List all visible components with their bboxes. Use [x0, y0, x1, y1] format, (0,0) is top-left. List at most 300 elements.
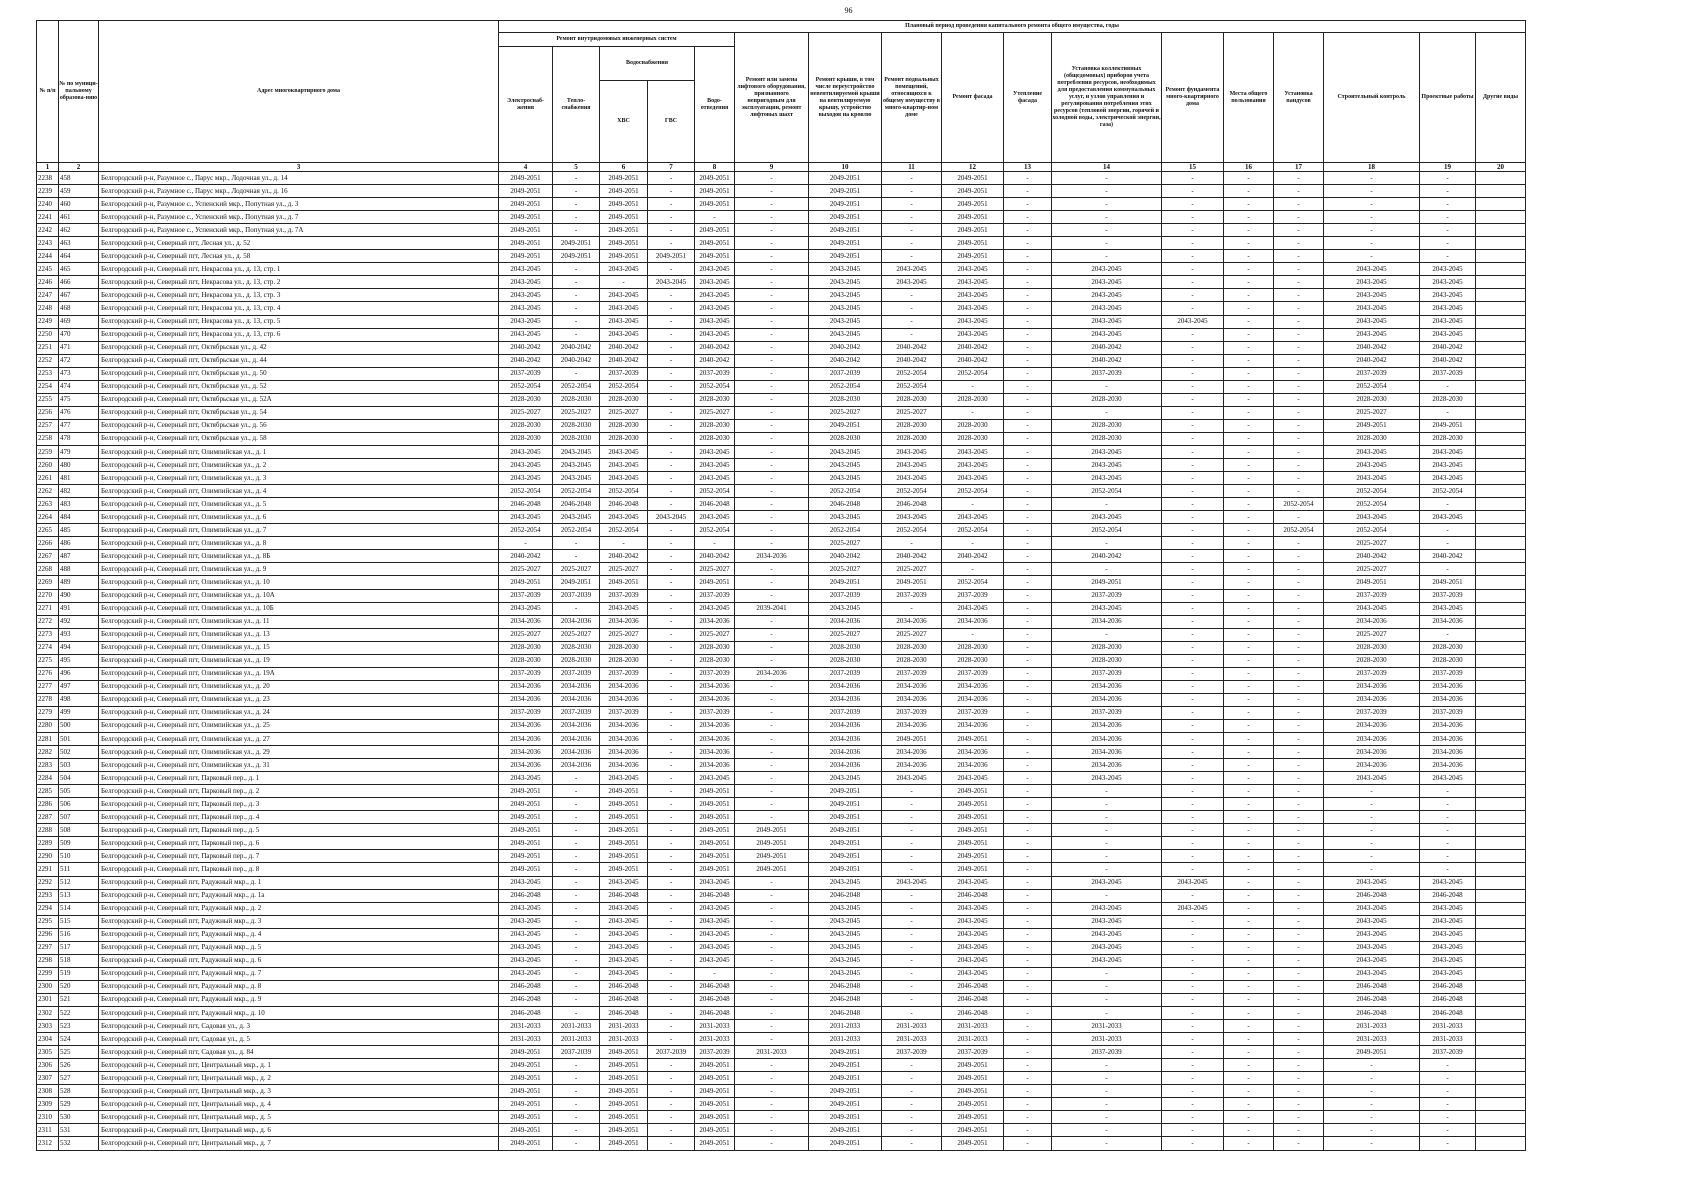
table-row: [37, 719, 1526, 732]
cell-lift: -: [735, 1124, 809, 1137]
cell-basement: -: [882, 941, 942, 954]
cell-heat: -: [553, 1007, 600, 1020]
cell-drainage: 2031-2033: [695, 1020, 735, 1033]
cell-gvs: -: [648, 198, 695, 211]
cell-drainage: 2049-2051: [695, 237, 735, 250]
cell-foundation: -: [1162, 498, 1224, 511]
cell-electric: 2049-2051: [499, 211, 553, 224]
cell-drainage: 2031-2033: [695, 1033, 735, 1046]
cell-ramps: -: [1274, 576, 1324, 589]
cell-drainage: 2046-2048: [695, 980, 735, 993]
cell-design-works: -: [1420, 172, 1476, 185]
cell-common-areas: -: [1224, 785, 1274, 798]
cell-design-works: -: [1420, 824, 1476, 837]
cell-foundation: -: [1162, 432, 1224, 445]
cell-roof: 2031-2033: [809, 1033, 882, 1046]
cell-lift: -: [735, 472, 809, 485]
column-number: 12: [942, 163, 1004, 172]
cell-roof: 2025-2027: [809, 563, 882, 576]
cell-basement: 2034-2036: [882, 719, 942, 732]
cell-municipal-num: 522: [59, 1007, 99, 1020]
cell-insulation: -: [1004, 367, 1052, 380]
cell-hvs: 2043-2045: [600, 459, 648, 472]
cell-municipal-num: 466: [59, 276, 99, 289]
cell-facade: 2043-2045: [942, 315, 1004, 328]
table-row: [37, 824, 1526, 837]
cell-basement: 2025-2027: [882, 628, 942, 641]
cell-gvs: -: [648, 550, 695, 563]
header-construction-control: Строительный контроль: [1324, 33, 1420, 163]
cell-heat: 2043-2045: [553, 445, 600, 458]
cell-insulation: -: [1004, 1046, 1052, 1059]
cell-lift: -: [735, 485, 809, 498]
cell-hvs: 2049-2051: [600, 211, 648, 224]
cell-row-num: 2276: [37, 667, 59, 680]
cell-hvs: 2049-2051: [600, 1137, 648, 1150]
cell-address: Белгородский р-н, Северный пгт, Некрасова ул., д. 13, стр. 3: [99, 289, 499, 302]
cell-meters: 2043-2045: [1052, 315, 1162, 328]
cell-meters: 2052-2054: [1052, 524, 1162, 537]
cell-heat: -: [553, 185, 600, 198]
cell-lift: -: [735, 1033, 809, 1046]
cell-row-num: 2286: [37, 798, 59, 811]
cell-hvs: 2049-2051: [600, 1111, 648, 1124]
cell-drainage: 2043-2045: [695, 445, 735, 458]
cell-drainage: 2043-2045: [695, 459, 735, 472]
cell-hvs: 2031-2033: [600, 1033, 648, 1046]
cell-electric: 2043-2045: [499, 876, 553, 889]
cell-insulation: -: [1004, 289, 1052, 302]
cell-other-types: [1476, 237, 1526, 250]
cell-insulation: -: [1004, 1124, 1052, 1137]
cell-foundation: -: [1162, 928, 1224, 941]
cell-drainage: 2049-2051: [695, 1111, 735, 1124]
cell-insulation: -: [1004, 759, 1052, 772]
cell-row-num: 2307: [37, 1072, 59, 1085]
cell-facade: 2049-2051: [942, 811, 1004, 824]
header-hvs: ХВС: [600, 81, 648, 163]
cell-municipal-num: 461: [59, 211, 99, 224]
cell-foundation: 2043-2045: [1162, 902, 1224, 915]
cell-hvs: 2049-2051: [600, 172, 648, 185]
cell-design-works: -: [1420, 785, 1476, 798]
cell-hvs: 2028-2030: [600, 393, 648, 406]
cell-gvs: -: [648, 341, 695, 354]
cell-other-types: [1476, 824, 1526, 837]
cell-lift: 2031-2033: [735, 1046, 809, 1059]
cell-electric: 2049-2051: [499, 1072, 553, 1085]
cell-insulation: -: [1004, 746, 1052, 759]
cell-other-types: [1476, 693, 1526, 706]
cell-row-num: 2290: [37, 850, 59, 863]
cell-municipal-num: 479: [59, 445, 99, 458]
cell-hvs: 2049-2051: [600, 1046, 648, 1059]
cell-meters: 2034-2036: [1052, 746, 1162, 759]
cell-ramps: -: [1274, 915, 1324, 928]
cell-gvs: -: [648, 863, 695, 876]
cell-lift: -: [735, 1111, 809, 1124]
cell-roof: 2043-2045: [809, 289, 882, 302]
cell-heat: 2028-2030: [553, 641, 600, 654]
cell-drainage: 2049-2051: [695, 172, 735, 185]
cell-lift: -: [735, 733, 809, 746]
cell-construction-control: 2043-2045: [1324, 928, 1420, 941]
cell-address: Белгородский р-н, Северный пгт, Некрасова ул., д. 13, стр. 4: [99, 302, 499, 315]
cell-facade: 2043-2045: [942, 511, 1004, 524]
cell-design-works: 2043-2045: [1420, 941, 1476, 954]
cell-gvs: -: [648, 406, 695, 419]
cell-drainage: 2034-2036: [695, 759, 735, 772]
cell-foundation: -: [1162, 302, 1224, 315]
cell-address: Белгородский р-н, Северный пгт, Радужный мкр., д. 8: [99, 980, 499, 993]
cell-common-areas: -: [1224, 172, 1274, 185]
cell-design-works: -: [1420, 1059, 1476, 1072]
cell-design-works: 2034-2036: [1420, 746, 1476, 759]
cell-drainage: 2052-2054: [695, 485, 735, 498]
table-body: [37, 172, 1526, 1151]
cell-electric: 2043-2045: [499, 602, 553, 615]
cell-heat: -: [553, 954, 600, 967]
cell-hvs: 2049-2051: [600, 785, 648, 798]
cell-heat: 2034-2036: [553, 746, 600, 759]
cell-municipal-num: 525: [59, 1046, 99, 1059]
cell-electric: 2049-2051: [499, 224, 553, 237]
cell-lift: 2049-2051: [735, 824, 809, 837]
cell-address: Белгородский р-н, Северный пгт, Октябрьская ул., д. 50: [99, 367, 499, 380]
cell-heat: -: [553, 198, 600, 211]
cell-heat: -: [553, 915, 600, 928]
cell-address: Белгородский р-н, Северный пгт, Олимпийская ул., д. 11: [99, 615, 499, 628]
cell-row-num: 2263: [37, 498, 59, 511]
cell-lift: -: [735, 237, 809, 250]
cell-gvs: -: [648, 367, 695, 380]
cell-basement: -: [882, 980, 942, 993]
header-basement: Ремонт подвальных помещений, относящихся к общему имуществу в много-квартир-ном доме: [882, 33, 942, 163]
cell-lift: -: [735, 941, 809, 954]
cell-common-areas: -: [1224, 641, 1274, 654]
cell-municipal-num: 529: [59, 1098, 99, 1111]
cell-electric: 2043-2045: [499, 315, 553, 328]
cell-basement: 2034-2036: [882, 759, 942, 772]
cell-ramps: -: [1274, 185, 1324, 198]
cell-hvs: 2043-2045: [600, 954, 648, 967]
header-lift: Ремонт или замена лифтового оборудования, признанного непригодным для эксплуатации, ремонт лифтовых шахт: [735, 33, 809, 163]
cell-common-areas: -: [1224, 746, 1274, 759]
cell-other-types: [1476, 354, 1526, 367]
cell-hvs: 2049-2051: [600, 198, 648, 211]
cell-construction-control: 2043-2045: [1324, 954, 1420, 967]
cell-heat: 2052-2054: [553, 485, 600, 498]
cell-lift: -: [735, 341, 809, 354]
cell-other-types: [1476, 576, 1526, 589]
cell-roof: 2046-2048: [809, 498, 882, 511]
cell-basement: 2049-2051: [882, 576, 942, 589]
table-row: [37, 250, 1526, 263]
cell-hvs: 2043-2045: [600, 472, 648, 485]
cell-hvs: 2034-2036: [600, 719, 648, 732]
column-number: 5: [553, 163, 600, 172]
cell-drainage: 2028-2030: [695, 432, 735, 445]
cell-construction-control: 2043-2045: [1324, 302, 1420, 315]
cell-meters: -: [1052, 1085, 1162, 1098]
cell-facade: 2052-2054: [942, 576, 1004, 589]
cell-foundation: -: [1162, 550, 1224, 563]
cell-roof: 2049-2051: [809, 1124, 882, 1137]
cell-facade: 2043-2045: [942, 967, 1004, 980]
cell-other-types: [1476, 250, 1526, 263]
cell-facade: 2046-2048: [942, 1007, 1004, 1020]
cell-row-num: 2282: [37, 746, 59, 759]
cell-lift: -: [735, 563, 809, 576]
cell-municipal-num: 484: [59, 511, 99, 524]
cell-municipal-num: 516: [59, 928, 99, 941]
cell-insulation: -: [1004, 354, 1052, 367]
cell-roof: 2043-2045: [809, 772, 882, 785]
cell-address: Белгородский р-н, Разумное с., Успенский мкр., Попутная ул., д. 3: [99, 198, 499, 211]
table-row: [37, 746, 1526, 759]
cell-facade: 2037-2039: [942, 667, 1004, 680]
cell-basement: -: [882, 837, 942, 850]
cell-address: Белгородский р-н, Разумное с., Успенский мкр., Попутная ул., д. 7: [99, 211, 499, 224]
cell-heat: 2049-2051: [553, 576, 600, 589]
cell-row-num: 2298: [37, 954, 59, 967]
cell-construction-control: 2040-2042: [1324, 341, 1420, 354]
cell-drainage: 2028-2030: [695, 419, 735, 432]
cell-address: Белгородский р-н, Северный пгт, Садовая ул., д. 84: [99, 1046, 499, 1059]
cell-ramps: -: [1274, 380, 1324, 393]
cell-electric: 2046-2048: [499, 980, 553, 993]
cell-roof: 2043-2045: [809, 876, 882, 889]
cell-gvs: -: [648, 980, 695, 993]
cell-facade: 2037-2039: [942, 589, 1004, 602]
cell-construction-control: 2037-2039: [1324, 367, 1420, 380]
cell-basement: 2028-2030: [882, 654, 942, 667]
cell-insulation: -: [1004, 680, 1052, 693]
cell-heat: -: [553, 785, 600, 798]
cell-electric: 2049-2051: [499, 1059, 553, 1072]
cell-row-num: 2299: [37, 967, 59, 980]
column-number: 3: [99, 163, 499, 172]
cell-design-works: 2043-2045: [1420, 967, 1476, 980]
cell-address: Белгородский р-н, Северный пгт, Центральный мкр., д. 4: [99, 1098, 499, 1111]
cell-basement: 2025-2027: [882, 406, 942, 419]
cell-municipal-num: 463: [59, 237, 99, 250]
cell-gvs: -: [648, 472, 695, 485]
cell-foundation: -: [1162, 1059, 1224, 1072]
cell-drainage: 2043-2045: [695, 276, 735, 289]
cell-meters: 2028-2030: [1052, 432, 1162, 445]
cell-basement: 2034-2036: [882, 680, 942, 693]
cell-row-num: 2274: [37, 641, 59, 654]
cell-facade: 2049-2051: [942, 1098, 1004, 1111]
cell-row-num: 2238: [37, 172, 59, 185]
cell-design-works: 2043-2045: [1420, 511, 1476, 524]
cell-facade: 2031-2033: [942, 1033, 1004, 1046]
cell-insulation: -: [1004, 889, 1052, 902]
cell-address: Белгородский р-н, Северный пгт, Октябрьская ул., д. 52А: [99, 393, 499, 406]
cell-gvs: -: [648, 537, 695, 550]
cell-ramps: -: [1274, 811, 1324, 824]
cell-foundation: -: [1162, 589, 1224, 602]
cell-drainage: 2037-2039: [695, 589, 735, 602]
cell-basement: 2046-2048: [882, 498, 942, 511]
cell-electric: 2040-2042: [499, 341, 553, 354]
cell-hvs: 2052-2054: [600, 524, 648, 537]
cell-basement: 2040-2042: [882, 341, 942, 354]
cell-design-works: 2034-2036: [1420, 680, 1476, 693]
cell-drainage: 2046-2048: [695, 993, 735, 1006]
cell-lift: -: [735, 889, 809, 902]
cell-municipal-num: 506: [59, 798, 99, 811]
cell-facade: 2049-2051: [942, 198, 1004, 211]
cell-heat: -: [553, 824, 600, 837]
cell-foundation: -: [1162, 602, 1224, 615]
cell-meters: 2040-2042: [1052, 550, 1162, 563]
cell-electric: 2043-2045: [499, 472, 553, 485]
cell-basement: -: [882, 967, 942, 980]
cell-address: Белгородский р-н, Северный пгт, Парковый пер., д. 3: [99, 798, 499, 811]
cell-design-works: 2037-2039: [1420, 589, 1476, 602]
cell-hvs: -: [600, 276, 648, 289]
cell-facade: 2049-2051: [942, 224, 1004, 237]
cell-electric: 2031-2033: [499, 1033, 553, 1046]
column-number: 20: [1476, 163, 1526, 172]
cell-lift: -: [735, 785, 809, 798]
cell-construction-control: 2028-2030: [1324, 432, 1420, 445]
cell-foundation: -: [1162, 785, 1224, 798]
cell-ramps: -: [1274, 667, 1324, 680]
cell-common-areas: -: [1224, 967, 1274, 980]
cell-foundation: 2043-2045: [1162, 315, 1224, 328]
cell-municipal-num: 468: [59, 302, 99, 315]
cell-basement: 2037-2039: [882, 706, 942, 719]
cell-design-works: 2037-2039: [1420, 667, 1476, 680]
cell-hvs: 2043-2045: [600, 941, 648, 954]
cell-gvs: -: [648, 680, 695, 693]
cell-construction-control: 2049-2051: [1324, 576, 1420, 589]
cell-lift: -: [735, 772, 809, 785]
cell-common-areas: -: [1224, 576, 1274, 589]
cell-gvs: -: [648, 824, 695, 837]
cell-design-works: 2040-2042: [1420, 341, 1476, 354]
header-drainage: Водо-отведения: [695, 47, 735, 163]
cell-hvs: 2034-2036: [600, 693, 648, 706]
cell-meters: 2037-2039: [1052, 706, 1162, 719]
cell-ramps: -: [1274, 1059, 1324, 1072]
cell-meters: 2049-2051: [1052, 576, 1162, 589]
cell-basement: -: [882, 250, 942, 263]
cell-lift: -: [735, 967, 809, 980]
cell-other-types: [1476, 798, 1526, 811]
cell-ramps: -: [1274, 341, 1324, 354]
cell-common-areas: -: [1224, 980, 1274, 993]
cell-meters: 2034-2036: [1052, 693, 1162, 706]
cell-hvs: 2049-2051: [600, 1072, 648, 1085]
cell-drainage: 2043-2045: [695, 941, 735, 954]
table-row: [37, 811, 1526, 824]
cell-roof: 2049-2051: [809, 211, 882, 224]
cell-common-areas: -: [1224, 211, 1274, 224]
cell-lift: -: [735, 954, 809, 967]
cell-heat: 2043-2045: [553, 511, 600, 524]
cell-municipal-num: 532: [59, 1137, 99, 1150]
cell-address: Белгородский р-н, Северный пгт, Радужный мкр., д. 4: [99, 928, 499, 941]
cell-municipal-num: 477: [59, 419, 99, 432]
cell-gvs: 2043-2045: [648, 511, 695, 524]
cell-other-types: [1476, 276, 1526, 289]
cell-electric: 2049-2051: [499, 837, 553, 850]
cell-foundation: -: [1162, 1124, 1224, 1137]
cell-construction-control: 2025-2027: [1324, 628, 1420, 641]
cell-insulation: -: [1004, 524, 1052, 537]
cell-common-areas: -: [1224, 445, 1274, 458]
cell-construction-control: 2043-2045: [1324, 263, 1420, 276]
cell-drainage: 2049-2051: [695, 576, 735, 589]
cell-roof: 2049-2051: [809, 1111, 882, 1124]
cell-facade: 2028-2030: [942, 393, 1004, 406]
cell-address: Белгородский р-н, Северный пгт, Радужный мкр., д. 7: [99, 967, 499, 980]
cell-municipal-num: 469: [59, 315, 99, 328]
cell-design-works: 2028-2030: [1420, 641, 1476, 654]
cell-roof: 2037-2039: [809, 367, 882, 380]
table-row: [37, 367, 1526, 380]
column-number: 16: [1224, 163, 1274, 172]
cell-insulation: -: [1004, 967, 1052, 980]
cell-electric: 2034-2036: [499, 693, 553, 706]
cell-address: Белгородский р-н, Северный пгт, Парковый пер., д. 6: [99, 837, 499, 850]
cell-heat: -: [553, 1137, 600, 1150]
cell-construction-control: 2028-2030: [1324, 654, 1420, 667]
cell-row-num: 2266: [37, 537, 59, 550]
cell-other-types: [1476, 746, 1526, 759]
table-row: [37, 772, 1526, 785]
cell-hvs: 2049-2051: [600, 1124, 648, 1137]
cell-meters: 2028-2030: [1052, 419, 1162, 432]
cell-other-types: [1476, 1072, 1526, 1085]
cell-meters: 2043-2045: [1052, 941, 1162, 954]
cell-design-works: 2049-2051: [1420, 576, 1476, 589]
cell-facade: 2049-2051: [942, 172, 1004, 185]
cell-heat: 2031-2033: [553, 1020, 600, 1033]
cell-common-areas: -: [1224, 824, 1274, 837]
cell-other-types: [1476, 380, 1526, 393]
cell-heat: -: [553, 289, 600, 302]
cell-ramps: -: [1274, 406, 1324, 419]
cell-construction-control: 2052-2054: [1324, 485, 1420, 498]
cell-foundation: -: [1162, 615, 1224, 628]
cell-meters: -: [1052, 863, 1162, 876]
cell-foundation: -: [1162, 915, 1224, 928]
cell-design-works: 2052-2054: [1420, 485, 1476, 498]
cell-foundation: -: [1162, 1007, 1224, 1020]
cell-address: Белгородский р-н, Северный пгт, Центральный мкр., д. 1: [99, 1059, 499, 1072]
cell-drainage: 2034-2036: [695, 615, 735, 628]
cell-municipal-num: 462: [59, 224, 99, 237]
cell-address: Белгородский р-н, Разумное с., Успенский мкр., Попутная ул., д. 7А: [99, 224, 499, 237]
cell-foundation: -: [1162, 198, 1224, 211]
table-row: [37, 459, 1526, 472]
cell-meters: 2043-2045: [1052, 472, 1162, 485]
cell-design-works: 2043-2045: [1420, 876, 1476, 889]
cell-row-num: 2257: [37, 419, 59, 432]
cell-other-types: [1476, 1085, 1526, 1098]
cell-lift: 2049-2051: [735, 850, 809, 863]
column-number: 19: [1420, 163, 1476, 172]
table-row: [37, 198, 1526, 211]
cell-meters: -: [1052, 980, 1162, 993]
cell-drainage: -: [695, 967, 735, 980]
cell-hvs: 2034-2036: [600, 746, 648, 759]
